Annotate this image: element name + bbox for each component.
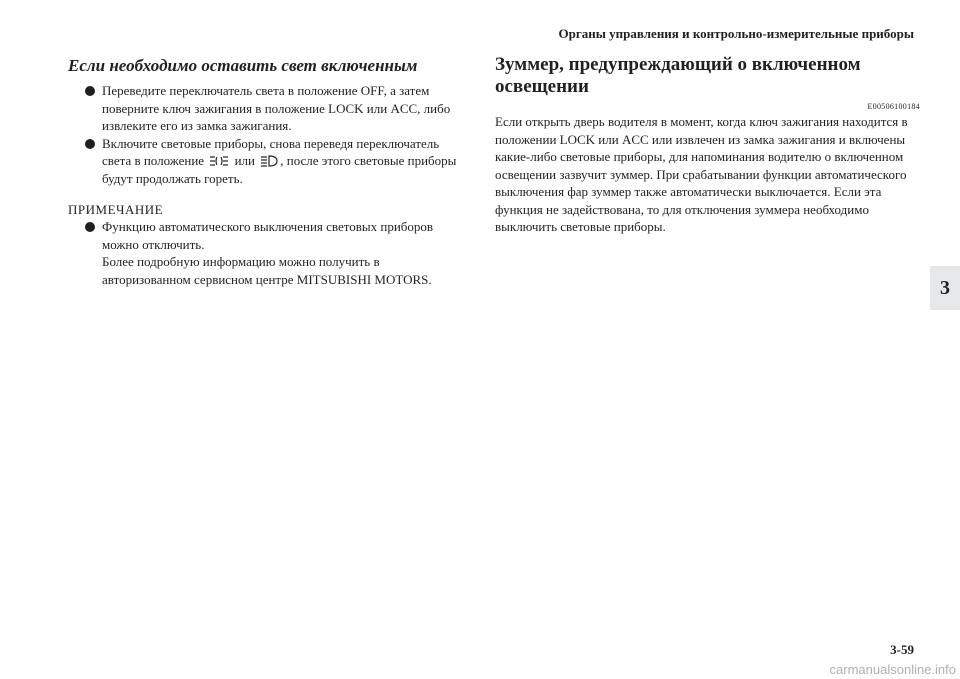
- headlight-icon: [260, 155, 278, 167]
- chapter-tab-number: 3: [940, 276, 950, 299]
- note-extra-text: Более подробную информацию можно получить в авторизованном сервисном центре MITSUBISHI MOTORS.: [102, 254, 432, 287]
- running-header: Органы управления и контрольно-измерительные приборы: [558, 26, 914, 41]
- bullet-icon: [85, 86, 95, 96]
- left-column: [68, 56, 468, 288]
- right-column: [495, 54, 920, 236]
- note-label: ПРИМЕЧАНИЕ: [68, 202, 164, 217]
- page-number: 3-59: [890, 642, 914, 657]
- watermark: carmanualsonline.info: [829, 662, 956, 677]
- bullet-icon: [85, 139, 95, 149]
- list-item: Функцию автоматического выключения световых приборов можно отключить.: [68, 218, 468, 253]
- list-item: Включите световые приборы, снова переведя переключатель света в положение или , после этого световые приборы будут продолжать гореть.: [68, 135, 468, 188]
- parking-light-icon: [209, 155, 229, 167]
- section-code: E00506100184: [867, 102, 920, 111]
- list-item: Переведите переключатель света в положение OFF, а затем поверните ключ зажигания в положение LOCK или ACC, либо извлеките его из замка зажигания.: [68, 82, 468, 135]
- chapter-tab: [930, 266, 960, 310]
- section-title-keep-lights-on: Если необходимо оставить свет включенным: [68, 56, 418, 75]
- section-title-buzzer: Зуммер, предупреждающий о включенном освещении: [495, 54, 861, 97]
- buzzer-paragraph: Если открыть дверь водителя в момент, когда ключ зажигания находится в положении LOCK или ACC или извлечен из замка зажигания и включены какие-либо световые приборы, для напоминания водителю о включенном освещении зазвучит зуммер. При срабатывании функции автоматического выключения фар зуммер также автоматически выключается. Если эта функция не задействована, то для отключения зуммера необходимо выключить световые приборы.: [495, 114, 908, 234]
- bullet-icon: [85, 222, 95, 232]
